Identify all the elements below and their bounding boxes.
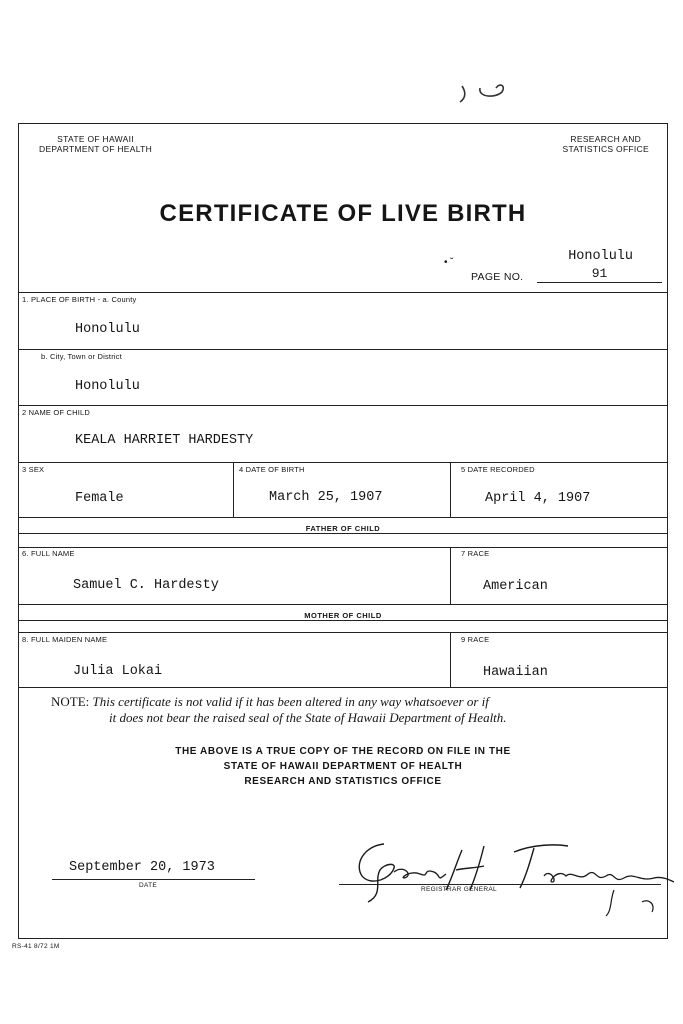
father-race-value: American [483, 579, 548, 594]
mother-race-label: 9 RACE [461, 635, 490, 644]
date-recorded-label: 5 DATE RECORDED [461, 465, 535, 474]
mother-name-label: 8. FULL MAIDEN NAME [22, 635, 108, 644]
certification-line-1: THE ABOVE IS A TRUE COPY OF THE RECORD ON FILE IN THE [175, 746, 511, 757]
place-county-value: Honolulu [75, 322, 140, 337]
mother-name-value: Julia Lokai [73, 664, 163, 679]
father-name-label: 6. FULL NAME [22, 549, 75, 558]
note-line-1: This certificate is not valid if it has been altered in any way whatsoever or if [92, 694, 489, 709]
county-stamp: Honolulu [568, 249, 633, 264]
mother-section-heading: MOTHER OF CHILD [304, 611, 382, 620]
office-name [563, 134, 649, 154]
page-number-value: 91 [537, 266, 662, 283]
father-section-heading: FATHER OF CHILD [305, 524, 381, 533]
handwritten-mark [456, 64, 520, 104]
note-line-2: it does not bear the raised seal of the State of Hawaii Department of Health. [109, 710, 507, 725]
page-number-label: PAGE NO. [471, 271, 524, 283]
city-value: Honolulu [75, 379, 140, 394]
note-heading: NOTE: [51, 694, 90, 709]
certificate: STATE OF HAWAII DEPARTMENT OF HEALTH RESEARCH AND STATISTICS OFFICE CERTIFICATE OF LIVE BIRTH • ˘ Honolulu PAGE NO. 91 1. PLACE OF BIRTH - a. County Honolulu b. City, Town or District Honolulu 2 NAME OF CHILD KEALA HARRIET HARDESTY 3 SEX Female 4 DATE OF BIRTH March 25, 1907 5 DATE RECORDED April 4, 1907 FATHER OF CHILD 6. FULL NAME Samuel C. Hardesty 7 RACE American MOTHER OF CHILD 8. FULL MAIDEN NAME Julia Lokai 9 RACE Hawaiian NOTE: This certificate is not valid if it has been altered in any way whatsoever or if it does not bear the raised seal of the State of Hawaii Department of Health. THE ABOVE IS A TRUE COPY OF THE RECORD ON FILE IN THE STATE OF HAWAII DEPARTMENT OF HEALTH RESEARCH AND STATISTICS OFFICE September 20, 1973 DATE REGISTRAR GENERAL [18, 123, 668, 939]
office-line-1: RESEARCH AND [570, 134, 642, 144]
office-line-2: STATISTICS OFFICE [562, 144, 649, 154]
father-race-label: 7 RACE [461, 549, 490, 558]
certificate-title: CERTIFICATE OF LIVE BIRTH [159, 200, 527, 227]
certification-line-2: STATE OF HAWAII DEPARTMENT OF HEALTH [223, 761, 463, 772]
father-name-value: Samuel C. Hardesty [73, 578, 219, 593]
certification-statement [19, 744, 667, 789]
department-name: DEPARTMENT OF HEALTH [39, 144, 153, 154]
registrar-signature [344, 824, 674, 919]
issue-date-value: September 20, 1973 [69, 860, 215, 875]
form-code: RS-41 8/72 1M [12, 943, 60, 950]
registrar-title: REGISTRAR GENERAL [421, 886, 497, 893]
certification-line-3: RESEARCH AND STATISTICS OFFICE [244, 776, 442, 787]
date-of-birth-label: 4 DATE OF BIRTH [239, 465, 305, 474]
sex-value: Female [75, 491, 124, 506]
child-name-value: KEALA HARRIET HARDESTY [75, 433, 254, 448]
date-of-birth-value: March 25, 1907 [269, 490, 383, 505]
sex-label: 3 SEX [22, 465, 45, 474]
city-label: b. City, Town or District [41, 352, 122, 361]
issuing-agency [39, 134, 152, 154]
date-recorded-value: April 4, 1907 [485, 491, 591, 506]
validity-note [51, 694, 651, 726]
child-name-label: 2 NAME OF CHILD [22, 408, 91, 417]
mother-race-value: Hawaiian [483, 665, 548, 680]
state-name: STATE OF HAWAII [57, 134, 134, 144]
issue-date-label: DATE [139, 882, 158, 889]
place-county-label: 1. PLACE OF BIRTH - a. County [22, 295, 137, 304]
